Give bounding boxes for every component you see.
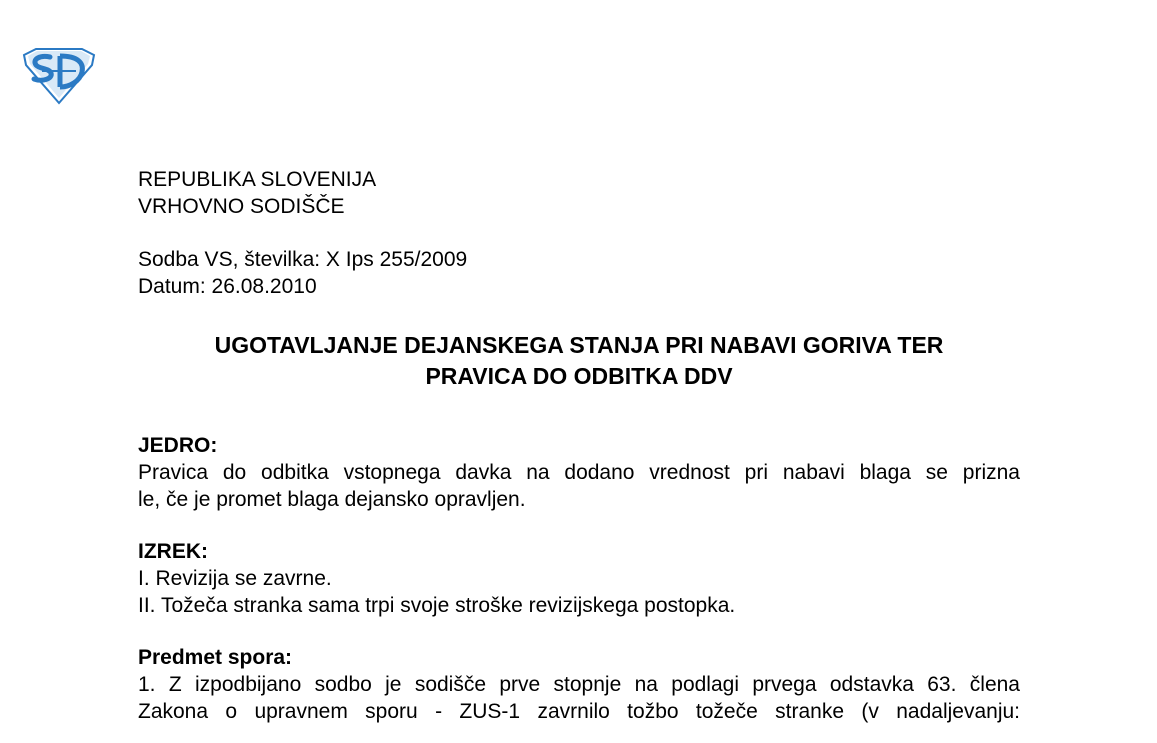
court-name: VRHOVNO SODIŠČE xyxy=(138,195,345,218)
document-body xyxy=(138,166,1020,725)
document-title xyxy=(138,330,1020,392)
case-number: Sodba VS, številka: X Ips 255/2009 xyxy=(138,248,468,271)
predmet-line-1: 1. Z izpodbijano sodbo je sodišče prve stopnje na podlagi prvega odstavka 63. člena xyxy=(138,673,1020,696)
izrek-item-2: II. Tožeča stranka sama trpi svoje stroške revizijskega postopka. xyxy=(138,594,736,617)
predmet-heading: Predmet spora: xyxy=(138,646,293,669)
izrek-heading: IZREK: xyxy=(138,540,208,563)
judgment-date: Datum: 26.08.2010 xyxy=(138,275,317,298)
court-logo xyxy=(22,47,96,105)
jedro-line-1: Pravica do odbitka vstopnega davka na dodano vrednost pri nabavi blaga se prizna xyxy=(138,461,1020,484)
izrek-section xyxy=(138,538,1020,619)
jedro-section xyxy=(138,432,1020,513)
court-emblem-icon xyxy=(22,47,96,105)
predmet-line-2: Zakona o upravnem sporu - ZUS-1 zavrnilo tožbo tožeče stranke (v nadaljevanju: xyxy=(138,700,1020,723)
predmet-section xyxy=(138,644,1020,725)
republic-name: REPUBLIKA SLOVENIJA xyxy=(138,168,377,191)
title-line-2: PRAVICA DO ODBITKA DDV xyxy=(425,363,733,389)
jedro-line-2: le, če je promet blaga dejansko opravljen. xyxy=(138,488,526,511)
title-line-1: UGOTAVLJANJE DEJANSKEGA STANJA PRI NABAVI GORIVA TER xyxy=(214,332,944,358)
izrek-item-1: I. Revizija se zavrne. xyxy=(138,567,332,590)
jedro-heading: JEDRO: xyxy=(138,434,218,457)
